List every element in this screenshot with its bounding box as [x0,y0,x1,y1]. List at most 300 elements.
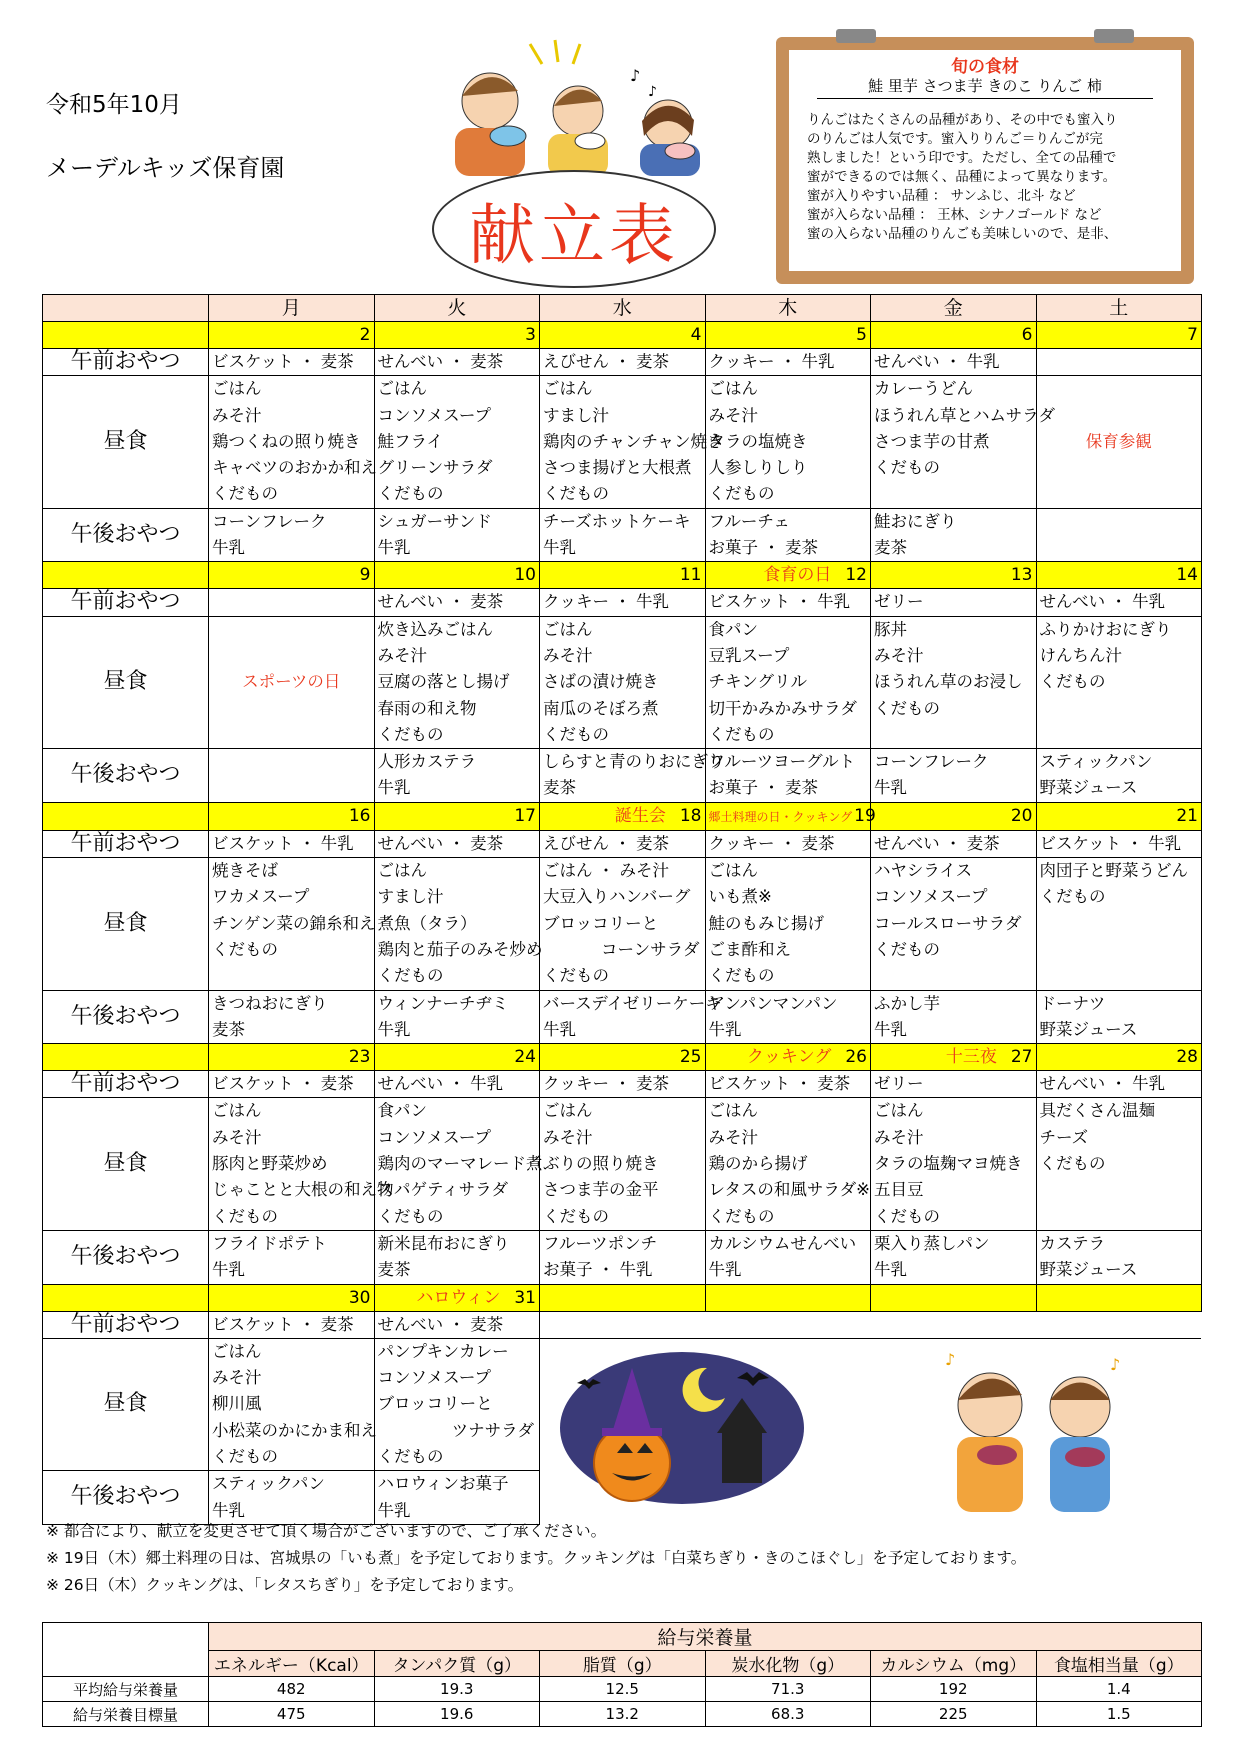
menu-item: ごはん [212,1341,262,1361]
menu-item: 麦茶 [212,1019,245,1039]
date-cell [209,1044,375,1071]
menu-item: ごはん [708,379,758,399]
pm-snack-cell [540,1230,706,1284]
menu-item: キャベツのおかか和え [212,458,377,478]
menu-item: くだもの [874,698,940,718]
school-name: メーデルキッズ保育園 [46,154,285,182]
blank-cell [705,1311,871,1338]
menu-item: さつま揚げと大根煮 [543,458,692,478]
pm-snack-cell [540,508,706,562]
am-snack-cell: ビスケット ・ 牛乳 [1036,830,1202,857]
date-row-blank [43,562,209,589]
special-event: 保育参観 [1036,376,1202,508]
pm-snack-cell [1036,990,1202,1044]
date-number: 13 [1010,565,1033,586]
am-snack-cell: せんべい ・ 牛乳 [871,349,1037,376]
menu-item: ごはん [543,1101,593,1121]
nutrition-table [42,1622,1202,1727]
event-label: 誕生会 [614,805,666,826]
menu-item: ほうれん草のお浸し [874,672,1023,692]
menu-item: くだもの [212,1446,278,1466]
svg-text:♪: ♪ [945,1350,956,1369]
nutrition-col: 脂質（g） [540,1651,706,1677]
menu-item: コンソメスープ [377,1127,492,1147]
menu-item: 牛乳 [874,1019,907,1039]
nutrition-value: 225 [871,1702,1037,1727]
am-snack-cell: ビスケット ・ 牛乳 [705,589,871,616]
menu-item: 具だくさん温麺 [1039,1101,1155,1121]
date-row-blank [43,322,209,349]
menu-month: 令和5年10月 [46,92,182,118]
menu-item: コンソメスープ [377,1368,492,1388]
date-cell [374,802,540,830]
date-number: 31 [514,1287,536,1308]
menu-item: みそ汁 [708,405,758,425]
special-event: スポーツの日 [209,616,375,748]
nutrition-value: 482 [209,1677,375,1702]
date-cell [209,562,375,589]
pm-snack-row [43,990,1202,1044]
menu-item: 炊き込みごはん [377,619,493,639]
menu-item: ごはん [543,619,593,639]
menu-item: 栗入り蒸しパン [874,1233,990,1253]
day-header: 水 [540,295,706,322]
menu-item: 豆乳スープ [708,645,790,665]
menu-item: カステラ [1039,1233,1106,1253]
notes [46,1518,1026,1599]
am-snack-cell: ビスケット ・ 麦茶 [705,1071,871,1098]
date-cell [705,1044,871,1071]
kids-sweet-potato-illustration [935,1345,1135,1515]
date-cell [705,802,876,830]
nutrition-col: カルシウム（mg） [871,1651,1037,1677]
menu-item: さつま芋の金平 [543,1180,659,1200]
lunch-label: 昼食 [43,616,209,748]
nutrition-value: 12.5 [540,1677,706,1702]
date-number: 26 [845,1047,867,1068]
date-cell [871,1284,1037,1311]
menu-item: しらすと青のりおにぎり [543,752,725,772]
menu-item: けんちん汁 [1039,645,1122,665]
menu-item: コールスローサラダ [874,913,1022,933]
date-cell [374,562,540,589]
menu-item: 豚丼 [874,619,907,639]
menu-item: 野菜ジュース [1039,778,1138,798]
date-cell [705,562,871,589]
pm-snack-row [43,749,1202,803]
date-row [43,322,1202,349]
lunch-cell [1036,1098,1202,1230]
title-oval [432,170,716,288]
pm-snack-cell [705,990,871,1044]
pm-snack-cell [871,990,1037,1044]
menu-item: 鶏肉と茄子のみそ炒め [377,939,543,959]
date-row [43,562,1202,589]
lunch-cell [374,376,540,508]
am-snack-cell: せんべい ・ 牛乳 [374,1071,540,1098]
menu-item: 牛乳 [212,538,245,558]
board-title: 旬の食材 [951,57,1019,77]
menu-item: ごはん [377,861,427,881]
date-number: 18 [679,805,702,826]
menu-item: 切干かみかみサラダ [708,698,857,718]
day-header: 月 [209,295,375,322]
date-row [43,1044,1202,1071]
menu-item: タラの塩焼き [708,431,808,451]
menu-item: 牛乳 [377,778,411,798]
menu-item: 大豆入りハンバーグ [543,887,691,907]
menu-item: ブロッコリーと [543,913,659,933]
am-snack-row [43,349,1202,376]
menu-item: パンプキンカレー [377,1341,509,1361]
page-title: 献立表 [469,196,679,274]
nutrition-col: タンパク質（g） [374,1651,540,1677]
menu-item: ごはん [543,379,593,399]
am-snack-cell: クッキー ・ 麦茶 [705,830,871,857]
menu-item: 新米昆布おにぎり [377,1233,510,1253]
menu-item: 五目豆 [874,1180,924,1200]
blank-cell [540,1311,706,1338]
menu-item: くだもの [543,484,609,504]
lunch-cell [209,858,375,990]
menu-item: 鶏肉のチャンチャン焼き [543,431,724,451]
am-snack-label: 午前おやつ [43,1311,209,1338]
date-cell [1036,802,1202,830]
clip-right [1094,29,1134,43]
note: ※ 26日（木）クッキングは、「レタスちぎり」を予定しております。 [46,1576,524,1594]
date-cell [705,322,871,349]
date-cell [705,1284,871,1311]
menu-item: 食パン [708,619,758,639]
pm-snack-cell [871,749,1037,803]
lunch-cell [705,1098,871,1230]
menu-item: じゃことと大根の和え物 [212,1180,394,1200]
date-cell [540,322,706,349]
am-snack-label: 午前おやつ [43,830,209,857]
menu-item: 鶏のから揚げ [708,1154,808,1174]
menu-item: チーズ [1039,1127,1089,1147]
menu-item: タラの塩麹マヨ焼き [874,1154,1023,1174]
lunch-cell [374,858,543,990]
menu-item: さつま芋の甘煮 [874,431,990,451]
menu-item: くだもの [708,966,775,986]
menu-item: 野菜ジュース [1039,1260,1138,1280]
lunch-cell [374,1338,540,1470]
menu-item: ごはん [377,379,427,399]
date-number: 11 [679,565,702,586]
menu-item: チンゲン菜の錦糸和え [212,913,376,933]
day-header: 金 [871,295,1037,322]
am-snack-row [43,1071,1202,1098]
menu-item: チキングリル [708,672,808,692]
am-snack-row [43,1311,1202,1338]
menu-item: くだもの [1039,887,1106,907]
menu-item: 豚肉と野菜炒め [212,1154,328,1174]
pm-snack-cell [705,749,871,803]
date-cell [871,802,1037,830]
menu-item: くだもの [377,1206,444,1226]
event-label: 食育の日 [763,565,832,586]
pm-snack-cell [209,990,375,1044]
lunch-cell [871,376,1056,508]
date-number: 4 [690,325,702,345]
menu-item: スティックパン [1039,752,1153,772]
date-cell [871,1044,1037,1071]
menu-item: ブロッコリーと [377,1394,493,1414]
event-label: 十三夜 [945,1047,997,1068]
menu-item: フルーツポンチ [543,1233,658,1253]
menu-item: 鮭フライ [377,431,444,451]
menu-item: お菓子 ・ 牛乳 [543,1260,653,1280]
event-label: ハロウィン [416,1287,501,1308]
menu-item: コーンフレーク [212,511,327,531]
date-number: 12 [845,565,867,586]
date-cell [1036,562,1202,589]
menu-item: 牛乳 [377,538,411,558]
am-snack-cell: えびせん ・ 麦茶 [540,830,706,857]
menu-item: ウィンナーチヂミ [377,993,509,1013]
lunch-cell [1036,858,1202,990]
am-snack-cell [209,589,375,616]
nutrition-corner [43,1623,209,1677]
date-number: 9 [359,565,371,586]
nutrition-row-label: 給与栄養目標量 [43,1702,209,1727]
menu-item: 牛乳 [874,1260,907,1280]
lunch-row [43,1098,1202,1230]
menu-item: シュガーサンド [377,511,492,531]
menu-item: くだもの [543,966,609,986]
menu-item: ごはん [874,1101,924,1121]
menu-item: コンソメスープ [377,405,492,425]
lunch-label: 昼食 [43,1098,209,1230]
menu-item: お菓子 ・ 麦茶 [708,778,818,798]
menu-item: 食パン [377,1101,427,1121]
day-header: 木 [705,295,871,322]
menu-item: スティックパン [212,1474,325,1494]
menu-item: きつねおにぎり [212,993,328,1013]
day-header-row [43,295,1202,322]
menu-item: 小松菜のかにかま和え [212,1420,377,1440]
am-snack-row [43,830,1202,857]
menu-item: くだもの [377,724,444,744]
menu-item: くだもの [377,1446,444,1466]
menu-item: ワカメスープ [212,887,310,907]
pm-snack-cell [1036,1230,1202,1284]
menu-item: ツナサラダ [451,1420,534,1440]
nutrition-value: 71.3 [705,1677,871,1702]
menu-item: 南瓜のそぼろ煮 [543,698,659,718]
date-cell [871,322,1037,349]
svg-text:♪: ♪ [630,66,641,85]
am-snack-label: 午前おやつ [43,589,209,616]
am-snack-cell: ビスケット ・ 麦茶 [209,349,375,376]
family-eating-illustration [430,36,730,176]
menu-item: コーンフレーク [874,752,989,772]
lunch-cell [871,1098,1037,1230]
lunch-cell [705,616,871,748]
pm-snack-label: 午後おやつ [43,749,209,803]
date-cell [374,322,540,349]
pm-snack-cell [209,749,375,803]
menu-item: みそ汁 [874,1127,924,1147]
date-number: 7 [1187,325,1198,345]
menu-item: 肉団子と野菜うどん [1039,861,1188,881]
date-row [43,1284,1202,1311]
pm-snack-cell [871,508,1037,562]
date-number: 3 [525,325,536,345]
date-cell [209,322,375,349]
menu-item: みそ汁 [212,1127,262,1147]
date-number: 6 [1021,325,1033,345]
date-number: 27 [1010,1047,1033,1068]
am-snack-cell: せんべい ・ 麦茶 [374,830,540,857]
board-text [807,111,1163,244]
lunch-cell [540,376,724,508]
menu-item: フルーツヨーグルト [708,752,856,772]
pm-snack-cell [705,508,871,562]
date-number: 5 [856,325,867,345]
blank-cell [871,1311,1037,1338]
lunch-cell [705,858,871,990]
am-snack-cell: せんべい ・ 牛乳 [1036,589,1202,616]
pm-snack-cell [374,1471,540,1525]
date-row [43,802,1202,830]
menu-item: くだもの [1039,1154,1106,1174]
pm-snack-cell [1036,749,1202,803]
am-snack-cell: えびせん ・ 麦茶 [540,349,706,376]
menu-item: みそ汁 [874,645,924,665]
menu-item: コーンサラダ [600,939,700,959]
nutrition-value: 475 [209,1702,375,1727]
date-cell [540,802,706,830]
pm-snack-cell [1036,508,1202,562]
menu-item: くだもの [212,484,278,504]
menu-item: 牛乳 [212,1500,245,1520]
am-snack-cell: ビスケット ・ 牛乳 [209,830,375,857]
menu-item: 牛乳 [708,1019,742,1039]
menu-item: くだもの [708,1206,775,1226]
note: ※ 都合により、献立を変更させて頂く場合がございますので、ご了承ください。 [46,1522,607,1540]
pm-snack-cell [540,749,725,803]
menu-item: 麦茶 [543,778,576,798]
pm-snack-label: 午後おやつ [43,508,209,562]
date-cell [871,562,1037,589]
menu-item: ぶりの照り焼き [543,1154,659,1174]
menu-item: 牛乳 [377,1019,411,1039]
date-number: 25 [679,1047,702,1068]
day-header: 土 [1036,295,1202,322]
am-snack-cell: せんべい ・ 麦茶 [374,589,540,616]
lunch-cell [540,858,706,990]
date-number: 2 [359,325,371,345]
menu-item: みそ汁 [212,405,262,425]
am-snack-cell: ビスケット ・ 麦茶 [209,1311,375,1338]
lunch-cell [871,858,1037,990]
menu-item: みそ汁 [212,1368,262,1388]
menu-item: お菓子 ・ 麦茶 [708,538,818,558]
date-cell [1036,322,1202,349]
lunch-row [43,858,1202,990]
pm-snack-cell [374,1230,540,1284]
date-number: 28 [1176,1047,1198,1068]
menu-item: 鶏肉のマーマレード煮 [377,1154,543,1174]
am-snack-row [43,589,1202,616]
event-label: 郷土料理の日・クッキング [708,809,853,824]
date-number: 24 [514,1047,536,1068]
lunch-row [43,376,1202,508]
menu-item: ふかし芋 [874,993,940,1013]
nutrition-value: 68.3 [705,1702,871,1727]
menu-item: 煮魚（タラ） [377,913,477,933]
menu-item: コンソメスープ [874,887,988,907]
date-cell [374,1284,540,1311]
lunch-cell [705,376,871,508]
menu-item: ハロウィンお菓子 [377,1474,509,1494]
menu-item: バースデイゼリーケーキ [543,993,722,1013]
lunch-cell [374,616,540,748]
lunch-label: 昼食 [43,376,209,508]
menu-item: すまし汁 [543,405,609,425]
date-number: 10 [514,565,536,586]
date-number: 19 [854,805,876,826]
seasonal-food-board [776,37,1194,284]
board-line: 熟しました！という印です。ただし、全ての品種で [807,150,1117,166]
am-snack-cell: せんべい ・ 麦茶 [374,1311,540,1338]
date-row-blank [43,1044,209,1071]
menu-item: 春雨の和え物 [377,698,477,718]
am-snack-cell [1036,349,1202,376]
date-cell [1036,1044,1202,1071]
menu-item: みそ汁 [377,645,427,665]
corner-cell [43,295,209,322]
menu-item: 牛乳 [212,1260,245,1280]
menu-item: ごはん [708,861,758,881]
menu-item: ハヤシライス [874,861,973,881]
menu-item: くだもの [874,1206,940,1226]
board-line: 蜜の入らない品種のりんごも美味しいので、是非、 [807,226,1118,242]
board-line: のりんごは人気です。蜜入りりんご＝りんごが完 [807,131,1103,147]
menu-item: くだもの [377,966,444,986]
date-cell [1036,1284,1202,1311]
date-number: 20 [1010,805,1033,826]
menu-item: 鮭おにぎり [874,511,957,531]
menu-item: みそ汁 [543,1127,593,1147]
board-line: 蜜が入らない品種 ： 王林、シナノゴールド など [807,207,1102,223]
menu-item: アンパンマンパン [708,993,838,1013]
menu-item: 豆腐の落とし揚げ [377,672,510,692]
menu-item: くだもの [543,724,609,744]
menu-item: ほうれん草とハムサラダ [874,405,1056,425]
menu-item: さばの漬け焼き [543,672,659,692]
pm-snack-cell [705,1230,871,1284]
nutrition-col: 食塩相当量（g） [1036,1651,1202,1677]
pm-snack-label: 午後おやつ [43,1471,209,1525]
lunch-cell [1036,616,1202,748]
menu-item: くだもの [874,458,940,478]
menu-item: くだもの [212,939,278,959]
menu-item: 牛乳 [874,778,907,798]
menu-item: ごはん [212,1101,262,1121]
am-snack-cell: せんべい ・ 麦茶 [374,349,540,376]
lunch-row [43,616,1202,748]
nutrition-caption: 給与栄養量 [209,1623,1202,1651]
date-number: 17 [514,805,536,826]
menu-item: 鮭のもみじ揚げ [708,913,824,933]
lunch-cell [540,1098,706,1230]
pm-snack-cell [374,508,540,562]
am-snack-cell: クッキー ・ 牛乳 [705,349,871,376]
date-number: 30 [348,1287,371,1308]
